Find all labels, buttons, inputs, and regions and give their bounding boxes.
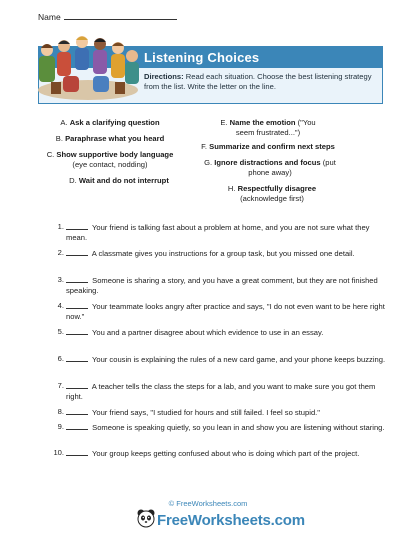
strategy-a: A. Ask a clarifying question	[60, 118, 160, 127]
answer-blank-10[interactable]	[66, 448, 88, 456]
name-blank[interactable]	[64, 11, 177, 20]
panda-logo-icon	[136, 508, 156, 528]
strategy-e: E. Name the emotion ("You seem frustrated...")	[220, 118, 316, 137]
worksheet-title: Listening Choices	[144, 50, 260, 65]
name-label: Name	[38, 12, 61, 22]
directions-label: Directions:	[144, 72, 184, 81]
group-discussion-illustration	[33, 26, 143, 102]
strategy-d: D. Wait and do not interrupt	[69, 176, 169, 185]
answer-blank-1[interactable]	[66, 222, 88, 230]
strategy-b: B. Paraphrase what you heard	[55, 134, 165, 143]
answer-blank-8[interactable]	[66, 407, 88, 415]
question-4: 4. Your teammate looks angry after practice and says, "I do not even want to be here right now."	[57, 301, 385, 321]
question-5: 5. You and a partner disagree about which evidence to use in an essay.	[57, 327, 324, 337]
name-field	[38, 11, 177, 22]
answer-blank-7[interactable]	[66, 381, 88, 389]
strategy-f: F. Summarize and confirm next steps	[201, 142, 335, 151]
question-9: 9. Someone is speaking quietly, so you lean in and show you are listening without staring.	[57, 422, 385, 432]
question-6: 6. Your cousin is explaining the rules of a new card game, and your phone keeps buzzing.	[57, 354, 386, 364]
question-2: 2. A classmate gives you instructions for a group task, but you missed one detail.	[57, 248, 355, 258]
strategy-c: C. Show supportive body language (eye contact, nodding)	[46, 150, 174, 169]
strategy-g: G. Ignore distractions and focus (put phone away)	[204, 158, 336, 177]
question-10: 10. Your group keeps getting confused about who is doing which part of the project.	[53, 448, 360, 458]
answer-blank-2[interactable]	[66, 248, 88, 256]
footer-copyright: © FreeWorksheets.com	[168, 499, 248, 508]
directions-text: Read each situation. Choose the best listening strategy from the list. Write the letter on the line.	[144, 72, 372, 91]
question-7: 7. A teacher tells the class the steps for a lab, and you want to make sure you got them right.	[57, 381, 376, 401]
directions	[144, 72, 374, 92]
answer-blank-3[interactable]	[66, 275, 88, 283]
question-3: 3. Someone is sharing a story, and you have a great comment, but they are not finished speaking.	[57, 275, 378, 295]
answer-blank-6[interactable]	[66, 354, 88, 362]
answer-blank-5[interactable]	[66, 327, 88, 335]
answer-blank-4[interactable]	[66, 301, 88, 309]
footer-brand-logo: FreeWorksheets.com	[157, 512, 305, 529]
question-8: 8. Your friend says, "I studied for hours and still failed. I feel so stupid."	[57, 407, 320, 417]
strategy-h: H. Respectfully disagree (acknowledge first)	[227, 184, 317, 203]
answer-blank-9[interactable]	[66, 422, 88, 430]
question-1: 1. Your friend is talking fast about a problem at home, and you are not sure what they mean.	[57, 222, 370, 242]
